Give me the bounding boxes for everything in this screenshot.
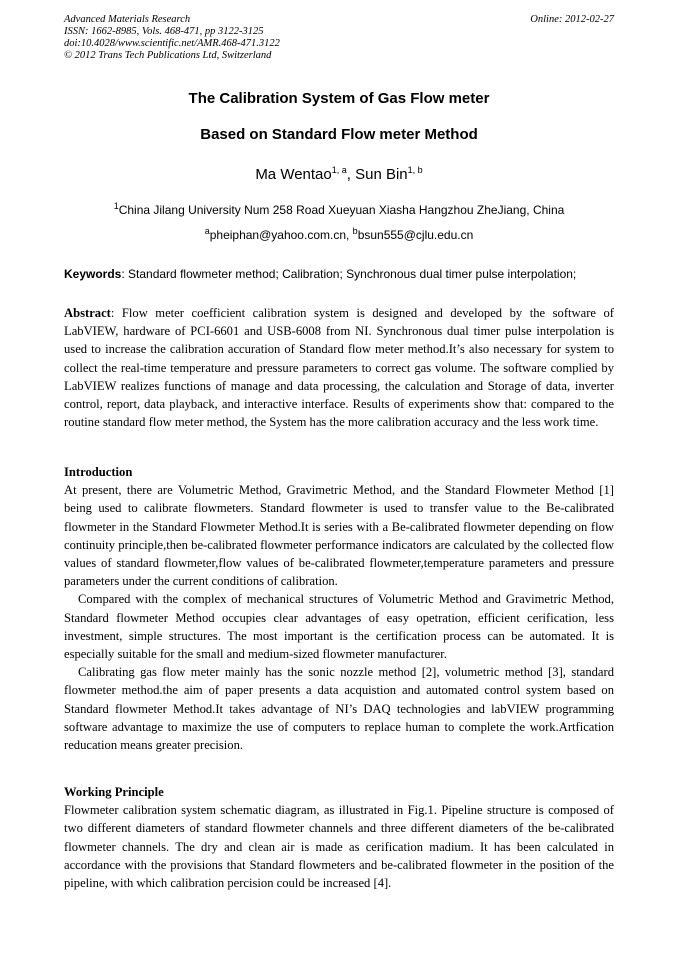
online-date: Online: 2012-02-27 xyxy=(530,14,614,25)
affiliation-sup: 1 xyxy=(113,201,119,211)
copyright-line: © 2012 Trans Tech Publications Ltd, Switzerland xyxy=(64,50,272,61)
introduction-paragraph-3: Calibrating gas flow meter mainly has the sonic nozzle method [2], volumetric method [3], standard flowmeter method.the aim of paper presents a data acquistion and automated control system based on Standard flowmeter Method.It takes advantage of NI’s DAQ technologies and labVIEW programming software advantage to maximize the use of computers to replace human to complete the work.Artfication reducation means greater precision. xyxy=(64,665,614,753)
emails xyxy=(0,228,678,242)
email-a: pheiphan@yahoo.com.cn xyxy=(209,228,346,242)
keywords-label: Keywords xyxy=(64,267,122,281)
introduction-paragraph-1: At present, there are Volumetric Method, Gravimetric Method, and the Standard Flowmeter Method [1] being used to calibrate flowmeters. Standard flowmeter is used to transfer value to the Be-calibrated flowmeter in the Standard Flowmeter Method.It is series with a Be-calibrated flowmeter depending on flow continuity principle,then be-calibrated flowmeter performance indicators are calculated by the collected flow values of standard flowmeter,flow values of be-calibrated flowmeter,temperature parameters and pressure parameters under the current conditions of calibration. xyxy=(64,483,614,589)
doi-line: doi:10.4028/www.scientific.net/AMR.468-471.3122 xyxy=(64,38,280,49)
working-principle-paragraph-1: Flowmeter calibration system schematic diagram, as illustrated in Fig.1. Pipeline structure is composed of two different diameters of standard flowmeter channels and three different diameters of the be-calibrated flowmeter channels. The dry and clean air is made as cerification madium. It has been calculated in accordance with the provisions that Standard flowmeters and be-calibrated flowmeter in the position of the pipeline, with which calibration percision could be increased [4]. xyxy=(64,803,614,891)
author-2-sup: 1, b xyxy=(407,165,423,175)
introduction-paragraph-2: Compared with the complex of mechanical structures of Volumetric Method and Gravimetric Method, Standard flowmeter Method occupies clear advantages of easy opetration, efficient cerification, less investment, simple structures. The most important is the certification process can be automated. It is especially suitable for the small and medium-sized flowmeter manufacturer. xyxy=(64,592,614,662)
abstract-label: Abstract xyxy=(64,306,111,320)
author-2: Sun Bin xyxy=(355,166,408,183)
email-b-sup: b xyxy=(352,226,358,236)
journal-name: Advanced Materials Research xyxy=(64,14,191,25)
introduction-section xyxy=(64,463,614,754)
affiliation xyxy=(0,203,678,217)
email-b: bsun555@cjlu.edu.cn xyxy=(357,228,474,242)
author-1-sup: 1, a xyxy=(331,165,347,175)
email-a-sup: a xyxy=(204,226,210,236)
author-1: Ma Wentao xyxy=(255,166,332,183)
abstract-text: : Flow meter coefficient calibration system is designed and developed by the software of LabVIEW, hardware of PCI-6601 and USB-6008 from NI. Synchronous dual timer pulse interpolation is used to increase the calibration accuration of Standard flow meter method.It’s also necessary for system to collect the real-time temperature and pressure parameters to correct gas volume. The software complied by LabVIEW realizes functions of manage and data processing, the calculation and Storage of data, inverter control, report, data playback, and interactive interface. Results of experiments show that: compared to the routine standard flow meter method, the System has the more calibration accuracy and the less work time. xyxy=(64,306,614,430)
keywords xyxy=(64,265,614,283)
affiliation-text: China Jilang University Num 258 Road Xueyuan Xiasha Hangzhou ZheJiang, China xyxy=(118,203,565,217)
working-principle-heading: Working Principle xyxy=(64,785,164,799)
keywords-text: : Standard flowmeter method; Calibration; Synchronous dual timer pulse interpolation; xyxy=(121,267,577,281)
issn-line: ISSN: 1662-8985, Vols. 468-471, pp 3122-3125 xyxy=(64,26,264,37)
authors xyxy=(0,166,678,183)
title-line-1: The Calibration System of Gas Flow meter xyxy=(188,90,490,107)
email-sep: , xyxy=(346,228,353,242)
introduction-heading: Introduction xyxy=(64,465,133,479)
working-principle-section xyxy=(64,783,614,892)
author-sep: , xyxy=(346,166,356,183)
abstract xyxy=(64,304,614,431)
journal-header xyxy=(64,14,280,62)
title-line-2: Based on Standard Flow meter Method xyxy=(200,126,478,143)
